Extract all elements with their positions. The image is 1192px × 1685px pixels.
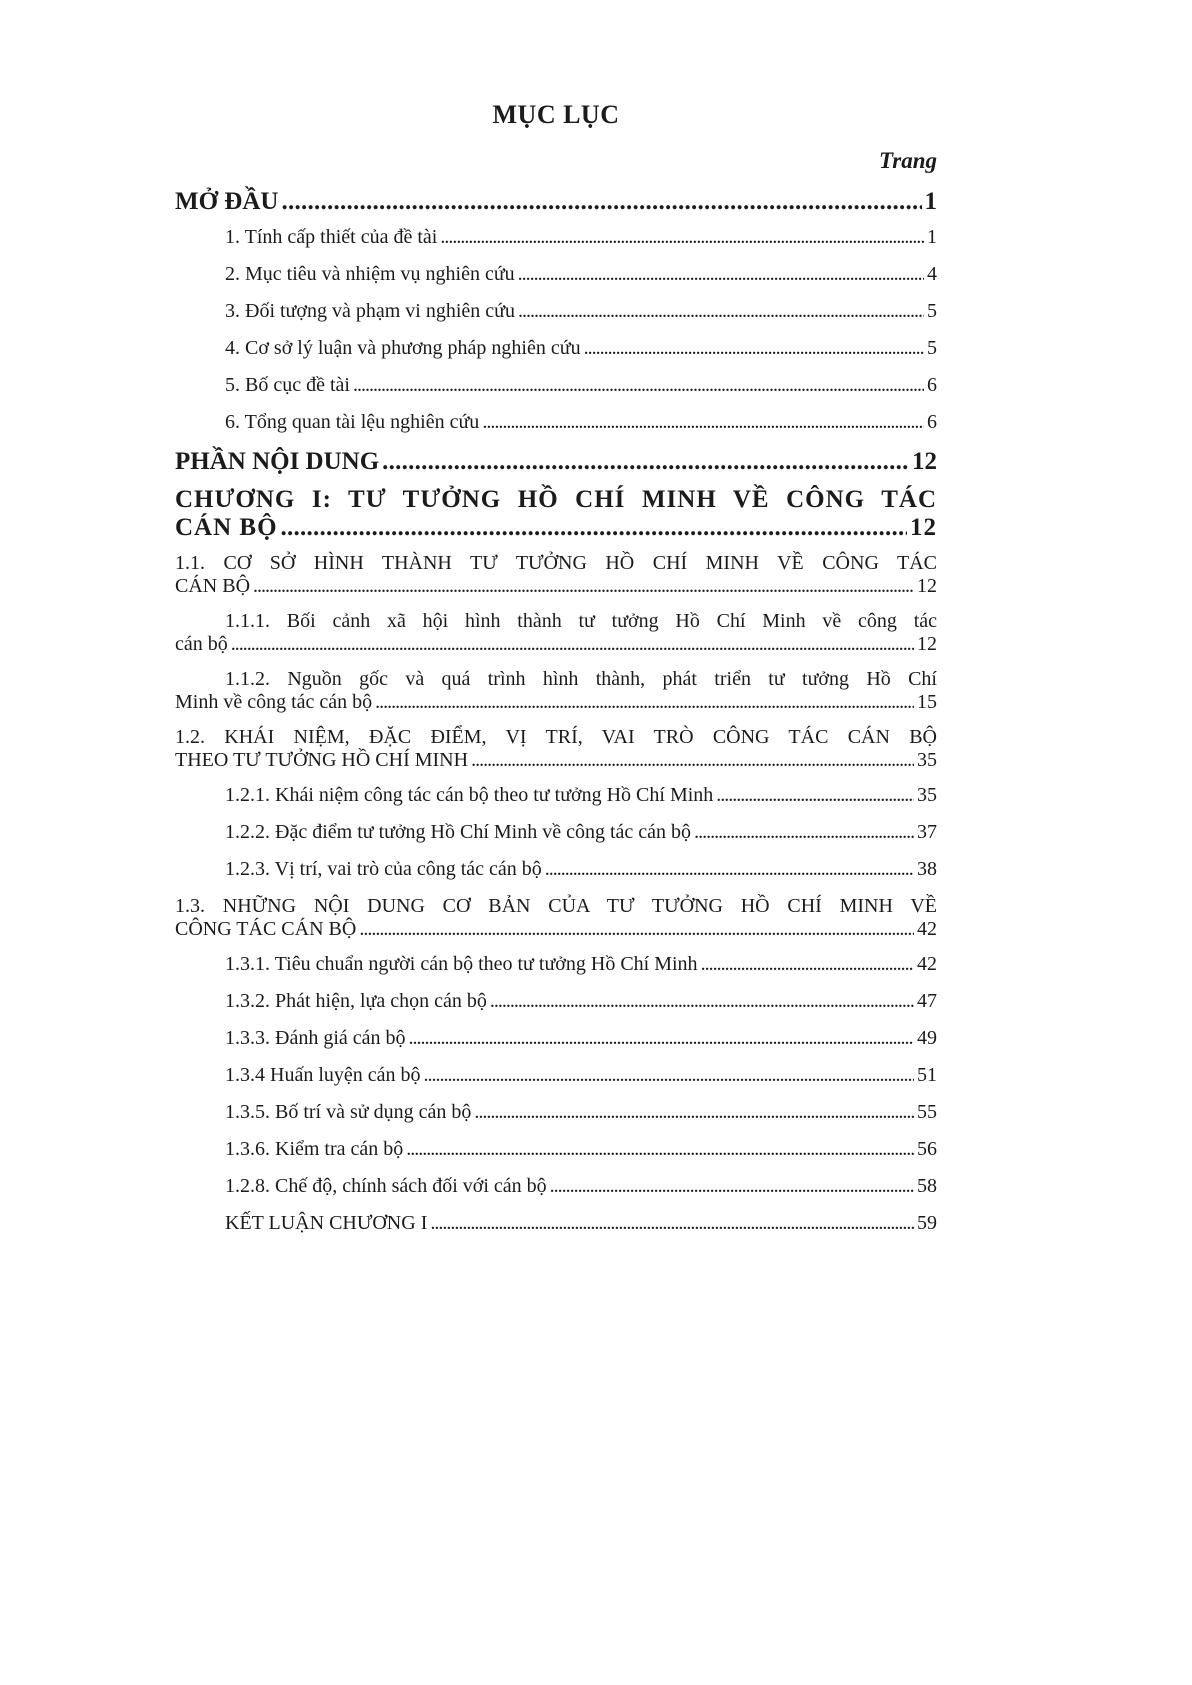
toc-entry-label: CÁN BỘ xyxy=(175,514,278,541)
toc-entry-page-number: 1 xyxy=(927,226,937,248)
dot-leader xyxy=(409,1027,914,1050)
toc-entry-row xyxy=(225,411,937,434)
toc-entry-label: CÔNG TÁC CÁN BỘ xyxy=(175,918,357,940)
toc-entry-row xyxy=(225,953,937,976)
toc-entry-row xyxy=(175,188,937,216)
toc-entry-row xyxy=(225,1175,937,1198)
toc-entry[interactable] xyxy=(175,448,937,476)
toc-entry-label: 1.2.8. Chế độ, chính sách đối với cán bộ xyxy=(225,1175,547,1197)
dot-leader xyxy=(694,821,914,844)
toc-entry-page-number: 12 xyxy=(910,514,937,541)
toc-entry-row xyxy=(225,858,937,881)
dot-leader xyxy=(353,374,924,397)
dot-leader xyxy=(471,749,914,772)
toc-entry-page-number: 6 xyxy=(927,411,937,433)
toc-entry[interactable] xyxy=(175,953,937,976)
toc-entry-page-number: 42 xyxy=(917,953,937,975)
toc-entry-heading-line: 1.2. KHÁI NIỆM, ĐẶC ĐIỂM, VỊ TRÍ, VAI TRÒ CÔNG TÁC CÁN BỘ xyxy=(175,726,937,748)
toc-entry-row xyxy=(225,1138,937,1161)
toc-entry-heading-line: 1.3. NHỮNG NỘI DUNG CƠ BẢN CỦA TƯ TƯỞNG HỒ CHÍ MINH VỀ xyxy=(175,895,937,917)
toc-entry-row xyxy=(225,337,937,360)
toc-entry[interactable] xyxy=(175,784,937,807)
toc-entry-row xyxy=(175,633,937,656)
toc-entry-page-number: 6 xyxy=(927,374,937,396)
toc-entry-page-number: 5 xyxy=(927,300,937,322)
page-column-label: Trang xyxy=(879,148,937,173)
toc-entry-row xyxy=(225,784,937,807)
toc-entry-label: CÁN BỘ xyxy=(175,575,251,597)
dot-leader xyxy=(518,263,924,286)
toc-entry[interactable] xyxy=(175,895,937,941)
dot-leader xyxy=(382,448,909,476)
toc-entry-page-number: 1 xyxy=(924,188,937,215)
toc-entry-page-number: 51 xyxy=(917,1064,937,1086)
toc-entry[interactable] xyxy=(175,226,937,249)
toc-entry-page-number: 47 xyxy=(917,990,937,1012)
dot-leader xyxy=(545,858,914,881)
toc-entry-label: 1.3.4 Huấn luyện cán bộ xyxy=(225,1064,421,1086)
dot-leader xyxy=(281,188,921,216)
toc-entry-page-number: 12 xyxy=(912,448,937,475)
toc-entry[interactable] xyxy=(175,610,937,656)
toc-entry-page-number: 35 xyxy=(917,749,937,771)
toc-entry-heading-line: 1.1.1. Bối cảnh xã hội hình thành tư tưởng Hồ Chí Minh về công tác xyxy=(225,610,937,632)
dot-leader xyxy=(406,1138,914,1161)
toc-entry-page-number: 55 xyxy=(917,1101,937,1123)
dot-leader xyxy=(474,1101,914,1124)
toc-entry[interactable] xyxy=(175,1138,937,1161)
toc-entry-page-number: 37 xyxy=(917,821,937,843)
toc-entry-row xyxy=(175,575,937,598)
toc-entry[interactable] xyxy=(175,552,937,598)
toc-entry-row xyxy=(175,749,937,772)
toc-entry-label: 1.3.3. Đánh giá cán bộ xyxy=(225,1027,406,1049)
document-page xyxy=(175,0,937,1685)
toc-entry[interactable] xyxy=(175,990,937,1013)
toc-entry[interactable] xyxy=(175,1175,937,1198)
toc-entry-page-number: 59 xyxy=(917,1212,937,1234)
toc-entry-page-number: 15 xyxy=(917,691,937,713)
toc-entry-row xyxy=(175,514,937,542)
toc-entry-page-number: 42 xyxy=(917,918,937,940)
toc-entry-label: 1.3.6. Kiểm tra cán bộ xyxy=(225,1138,404,1160)
toc-entry[interactable] xyxy=(175,1212,937,1235)
toc-entry-heading-line: 1.1. CƠ SỞ HÌNH THÀNH TƯ TƯỞNG HỒ CHÍ MINH VỀ CÔNG TÁC xyxy=(175,552,937,574)
table-of-contents xyxy=(175,188,937,1249)
toc-entry[interactable] xyxy=(175,858,937,881)
dot-leader xyxy=(424,1064,914,1087)
toc-entry-page-number: 5 xyxy=(927,337,937,359)
toc-entry[interactable] xyxy=(175,1027,937,1050)
toc-entry-row xyxy=(175,448,937,476)
toc-entry-row xyxy=(225,300,937,323)
toc-entry[interactable] xyxy=(175,188,937,216)
toc-entry-label: PHẦN NỘI DUNG xyxy=(175,448,380,475)
toc-entry-row xyxy=(225,263,937,286)
toc-entry-row xyxy=(225,1027,937,1050)
toc-entry-page-number: 12 xyxy=(917,575,937,597)
toc-entry-label: KẾT LUẬN CHƯƠNG I xyxy=(225,1212,428,1234)
dot-leader xyxy=(281,514,907,542)
toc-entry[interactable] xyxy=(175,374,937,397)
toc-entry[interactable] xyxy=(175,263,937,286)
toc-entry[interactable] xyxy=(175,821,937,844)
toc-entry-row xyxy=(225,1212,937,1235)
toc-entry-row xyxy=(225,1064,937,1087)
toc-entry-label: 1.2.2. Đặc điểm tư tưởng Hồ Chí Minh về công tác cán bộ xyxy=(225,821,692,843)
toc-entry-page-number: 58 xyxy=(917,1175,937,1197)
toc-entry[interactable] xyxy=(175,1101,937,1124)
toc-entry[interactable] xyxy=(175,1064,937,1087)
toc-entry-label: Minh về công tác cán bộ xyxy=(175,691,373,713)
dot-leader xyxy=(716,784,914,807)
toc-entry-label: 3. Đối tượng và phạm vi nghiên cứu xyxy=(225,300,515,322)
toc-entry[interactable] xyxy=(175,668,937,714)
toc-entry-heading-line: CHƯƠNG I: TƯ TƯỞNG HỒ CHÍ MINH VỀ CÔNG TÁC xyxy=(175,486,937,513)
dot-leader xyxy=(430,1212,914,1235)
toc-entry-label: 1.2.1. Khái niệm công tác cán bộ theo tư tưởng Hồ Chí Minh xyxy=(225,784,714,806)
dot-leader xyxy=(550,1175,914,1198)
toc-entry-label: cán bộ xyxy=(175,633,228,655)
toc-entry-label: 4. Cơ sở lý luận và phương pháp nghiên cứu xyxy=(225,337,581,359)
dot-leader xyxy=(518,300,924,323)
toc-entry-row xyxy=(175,691,937,714)
toc-entry-row xyxy=(225,226,937,249)
toc-entry-label: 2. Mục tiêu và nhiệm vụ nghiên cứu xyxy=(225,263,515,285)
toc-entry-label: 1. Tính cấp thiết của đề tài xyxy=(225,226,438,248)
toc-entry-label: THEO TƯ TƯỞNG HỒ CHÍ MINH xyxy=(175,749,469,771)
toc-entry-heading-line: 1.1.2. Nguồn gốc và quá trình hình thành, phát triển tư tưởng Hồ Chí xyxy=(225,668,937,690)
toc-entry-label: 1.3.1. Tiêu chuẩn người cán bộ theo tư tưởng Hồ Chí Minh xyxy=(225,953,698,975)
dot-leader xyxy=(359,918,914,941)
toc-entry-row xyxy=(225,990,937,1013)
toc-entry-row xyxy=(175,918,937,941)
dot-leader xyxy=(490,990,914,1013)
dot-leader xyxy=(482,411,924,434)
dot-leader xyxy=(231,633,914,656)
toc-entry[interactable] xyxy=(175,411,937,434)
toc-entry[interactable] xyxy=(175,486,937,542)
toc-entry-row xyxy=(225,821,937,844)
toc-entry-page-number: 38 xyxy=(917,858,937,880)
toc-entry-label: 1.3.2. Phát hiện, lựa chọn cán bộ xyxy=(225,990,487,1012)
toc-entry-page-number: 4 xyxy=(927,263,937,285)
toc-entry-label: 5. Bố cục đề tài xyxy=(225,374,350,396)
toc-entry-row xyxy=(225,1101,937,1124)
dot-leader xyxy=(440,226,924,249)
toc-entry-label: MỞ ĐẦU xyxy=(175,188,279,215)
toc-entry-row xyxy=(225,374,937,397)
toc-entry-page-number: 56 xyxy=(917,1138,937,1160)
toc-entry-label: 6. Tổng quan tài lệu nghiên cứu xyxy=(225,411,480,433)
toc-entry-label: 1.2.3. Vị trí, vai trò của công tác cán bộ xyxy=(225,858,542,880)
toc-entry[interactable] xyxy=(175,726,937,772)
dot-leader xyxy=(584,337,924,360)
page-title: MỤC LỤC xyxy=(492,100,620,129)
toc-entry-page-number: 35 xyxy=(917,784,937,806)
toc-entry[interactable] xyxy=(175,337,937,360)
toc-entry[interactable] xyxy=(175,300,937,323)
dot-leader xyxy=(375,691,914,714)
toc-entry-label: 1.3.5. Bố trí và sử dụng cán bộ xyxy=(225,1101,472,1123)
dot-leader xyxy=(701,953,914,976)
dot-leader xyxy=(253,575,914,598)
toc-entry-page-number: 12 xyxy=(917,633,937,655)
toc-entry-page-number: 49 xyxy=(917,1027,937,1049)
